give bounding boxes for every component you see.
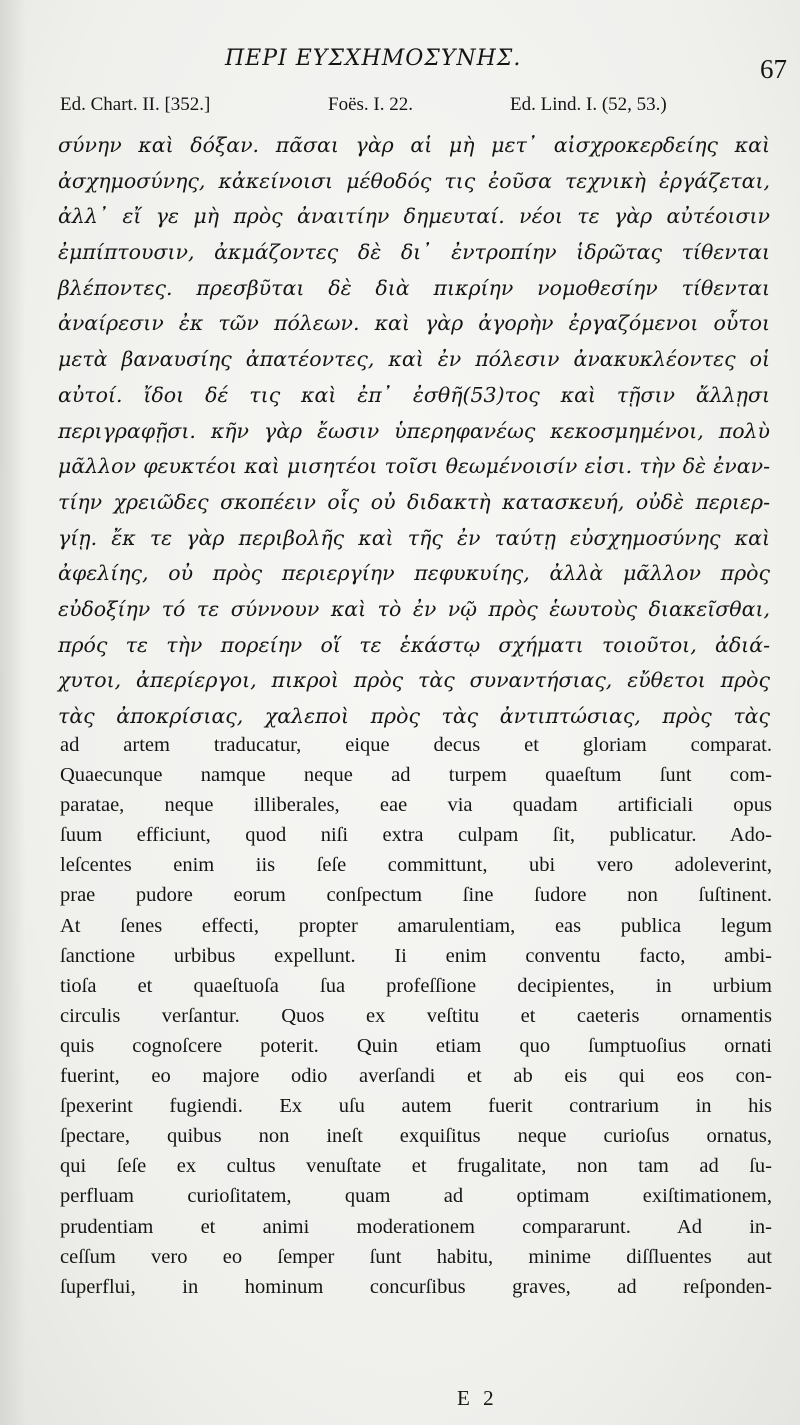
latin-line: ceſſum vero eo ſemper ſunt habitu, minime diſſluentes aut xyxy=(60,1245,772,1268)
greek-line: ἀλλ᾽ εἴ γε μὴ πρὸς ἀναιτίην δημευταί. νέοι τε γὰρ αὐτέοισιν xyxy=(58,204,770,229)
latin-line: perfluam curioſitatem, quam ad optimam exiſtimationem, xyxy=(60,1185,772,1208)
latin-translation-block xyxy=(60,730,772,1302)
edition-chartier-ref: Ed. Chart. II. [352.] xyxy=(60,94,211,115)
latin-line: ſuperflui, in hominum concurſibus graves, ad reſponden- xyxy=(60,1275,772,1298)
greek-line: ἐμπίπτουσιν, ἀκμάζοντες δὲ δι᾽ ἐντροπίην ἱδρῶτας τίθενται xyxy=(58,240,770,265)
latin-line: Quaecunque namque neque ad turpem quaeſtum ſunt com- xyxy=(60,764,772,787)
latin-line: ad artem traducatur, eique decus et gloriam comparat. xyxy=(60,734,772,756)
page-number: 67 xyxy=(760,54,787,84)
latin-line: circulis verſantur. Quos ex veſtitu et caeteris ornamentis xyxy=(60,1004,772,1027)
latin-line: prudentiam et animi moderationem compararunt. Ad in- xyxy=(60,1215,772,1238)
latin-line: ſpexerint fugiendi. Ex uſu autem fuerit contrarium in his xyxy=(60,1095,772,1118)
greek-line: γίῃ. ἔκ τε γὰρ περιβολῆς καὶ τῆς ἐν ταύτῃ εὐσχημοσύνης καὶ xyxy=(58,525,770,550)
running-head-title: ΠΕΡΙ ΕΥΣΧΗΜΟΣΥΝΗΣ. xyxy=(225,46,522,71)
greek-line: εὐδοξίην τό τε σύννουν καὶ τὸ ἐν νῷ πρὸς ἑωυτοὺς διακεῖσθαι, xyxy=(58,596,770,621)
gutter-shadow xyxy=(0,0,26,1425)
greek-line: τίην χρειῶδες σκοπέειν οἷς οὐ διδακτὴ κατασκευή, οὐδὲ περιερ- xyxy=(58,489,770,514)
latin-line: paratae, neque illiberales, eae via quadam artificiali opus xyxy=(60,794,772,817)
latin-line: qui ſeſe ex cultus venuſtate et frugalitate, non tam ad ſu- xyxy=(60,1155,772,1178)
latin-line: leſcentes enim iis ſeſe committunt, ubi vero adoleverint, xyxy=(60,854,772,877)
greek-text-block xyxy=(58,128,770,735)
edition-reference-line xyxy=(60,94,780,122)
latin-line: prae pudore eorum conſpectum ſine ſudore non ſuſtinent. xyxy=(60,884,772,907)
latin-line: ſuum efficiunt, quod niſi extra culpam ſit, publicatur. Ado- xyxy=(60,824,772,847)
greek-line: μετὰ βαναυσίης ἀπατέοντες, καὶ ἐν πόλεσιν ἀνακυκλέοντες οἱ xyxy=(58,347,770,372)
greek-line: αὐτοί. ἴδοι δέ τις καὶ ἐπ᾽ ἐσθῆ(53)τος καὶ τῇσιν ἄλλῃσι xyxy=(58,382,770,407)
latin-line: ſpectare, quibus non ineſt exquiſitus neque curioſus ornatus, xyxy=(60,1125,772,1148)
edition-foes-ref: Foës. I. 22. xyxy=(328,94,413,115)
greek-line: ἀφελίης, οὐ πρὸς περιεργίην πεφυκυίης, ἀλλὰ μᾶλλον πρὸς xyxy=(58,561,770,586)
latin-line: tioſa et quaeſtuoſa ſua profeſſione decipientes, in urbium xyxy=(60,974,772,997)
greek-line: σύνην καὶ δόξαν. πᾶσαι γὰρ αἱ μὴ μετ᾽ αἰσχροκερδείης καὶ xyxy=(58,133,770,157)
greek-line: βλέποντες. πρεσβῦται δὲ διὰ πικρίην νομοθεσίην τίθενται xyxy=(58,275,770,300)
greek-line: ἀναίρεσιν ἐκ τῶν πόλεων. καὶ γὰρ ἀγορὴν ἐργαζόμενοι οὗτοι xyxy=(58,311,770,336)
edition-linden-ref: Ed. Lind. I. (52, 53.) xyxy=(510,94,667,115)
printer-signature-mark: E 2 xyxy=(457,1386,498,1410)
greek-line: πρός τε τὴν πορείην οἵ τε ἑκάστῳ σχήματι τοιοῦτοι, ἀδιά- xyxy=(58,632,770,657)
latin-line: At ſenes effecti, propter amarulentiam, eas publica legum xyxy=(60,914,772,937)
running-head xyxy=(55,42,795,82)
greek-line: περιγραφῇσι. κῆν γὰρ ἔωσιν ὑπερηφανέως κεκοσμημένοι, πολὺ xyxy=(58,418,770,443)
greek-line: μᾶλλον φευκτέοι καὶ μισητέοι τοῖσι θεωμένοισίν εἰσι. τὴν δὲ ἐναν- xyxy=(58,454,770,479)
latin-line: ſanctione urbibus expellunt. Ii enim conventu facto, ambi- xyxy=(60,944,772,967)
latin-line: fuerint, eo majore odio averſandi et ab eis qui eos con- xyxy=(60,1065,772,1088)
greek-line: τὰς ἀποκρίσιας, χαλεποὶ πρὸς τὰς ἀντιπτώσιας, πρὸς τὰς xyxy=(58,704,770,728)
greek-line: ἀσχημοσύνης, κἀκείνοισι μέθοδός τις ἐοῦσα τεχνικὴ ἐργάζεται, xyxy=(58,168,770,193)
latin-line: quis cognoſcere poterit. Quin etiam quo ſumptuoſius ornati xyxy=(60,1034,772,1057)
greek-line: χυτοι, ἀπερίεργοι, πικροὶ πρὸς τὰς συναντήσιας, εὔθετοι πρὸς xyxy=(58,668,770,693)
